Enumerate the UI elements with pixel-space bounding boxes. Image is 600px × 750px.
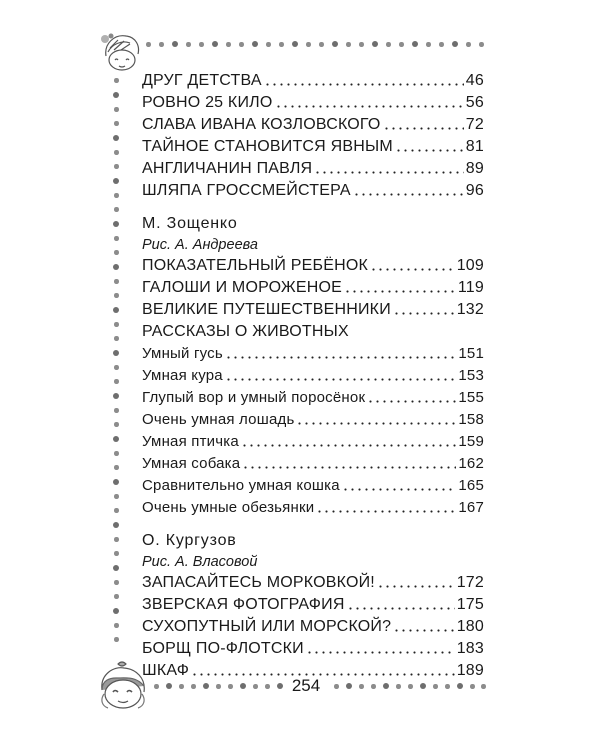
toc-entry[interactable]: АНГЛИЧАНИН ПАВЛЯ 89 bbox=[142, 160, 484, 177]
girl-head-icon bbox=[100, 30, 144, 72]
toc-entry[interactable]: Умная птичка 159 bbox=[142, 433, 484, 450]
toc-entry[interactable]: СЛАВА ИВАНА КОЗЛОВСКОГО 72 bbox=[142, 116, 484, 133]
toc-entry[interactable]: ВЕЛИКИЕ ПУТЕШЕСТВЕННИКИ 132 bbox=[142, 301, 484, 318]
toc-entry[interactable]: Умная собака 162 bbox=[142, 455, 484, 472]
author-name: М. Зощенко bbox=[142, 215, 238, 232]
author-name: О. Кургузов bbox=[142, 532, 237, 549]
toc-section-2 bbox=[142, 213, 484, 519]
toc-section-1 bbox=[142, 70, 484, 202]
top-dot-border bbox=[146, 42, 486, 50]
toc-entry[interactable]: ЗАПАСАЙТЕСЬ МОРКОВКОЙ! 172 bbox=[142, 574, 484, 591]
toc-entry[interactable]: ПОКАЗАТЕЛЬНЫЙ РЕБЁНОК 109 bbox=[142, 257, 484, 274]
toc-entry[interactable]: ШЛЯПА ГРОССМЕЙСТЕРА 96 bbox=[142, 182, 484, 199]
table-of-contents bbox=[142, 70, 484, 682]
toc-entry[interactable]: Умный гусь 151 bbox=[142, 345, 484, 362]
toc-entry[interactable]: РОВНО 25 КИЛО 56 bbox=[142, 94, 484, 111]
toc-entry[interactable]: Очень умная лошадь 158 bbox=[142, 411, 484, 428]
left-dot-border bbox=[114, 78, 122, 653]
toc-section-3 bbox=[142, 530, 484, 682]
toc-entry[interactable]: СУХОПУТНЫЙ ИЛИ МОРСКОЙ? 180 bbox=[142, 618, 484, 635]
toc-entry[interactable]: Глупый вор и умный поросёнок 155 bbox=[142, 389, 484, 406]
toc-subsection-heading[interactable]: РАССКАЗЫ О ЖИВОТНЫХ bbox=[142, 323, 349, 340]
illustrator-credit: Рис. А. Власовой bbox=[142, 554, 258, 570]
page-number: 254 bbox=[286, 676, 326, 696]
toc-entry[interactable]: ТАЙНОЕ СТАНОВИТСЯ ЯВНЫМ 81 bbox=[142, 138, 484, 155]
toc-entry[interactable]: Умная кура 153 bbox=[142, 367, 484, 384]
toc-entry[interactable]: ДРУГ ДЕТСТВА 46 bbox=[142, 72, 484, 89]
toc-entry[interactable]: ШКАФ 189 bbox=[142, 662, 484, 679]
toc-entry[interactable]: Сравнительно умная кошка 165 bbox=[142, 477, 484, 494]
toc-entry[interactable]: ЗВЕРСКАЯ ФОТОГРАФИЯ 175 bbox=[142, 596, 484, 613]
girl-face-icon bbox=[96, 660, 150, 712]
toc-entry[interactable]: ГАЛОШИ И МОРОЖЕНОЕ 119 bbox=[142, 279, 484, 296]
illustrator-credit: Рис. А. Андреева bbox=[142, 237, 258, 253]
toc-entry[interactable]: Очень умные обезьянки 167 bbox=[142, 499, 484, 516]
toc-entry[interactable]: БОРЩ ПО-ФЛОТСКИ 183 bbox=[142, 640, 484, 657]
